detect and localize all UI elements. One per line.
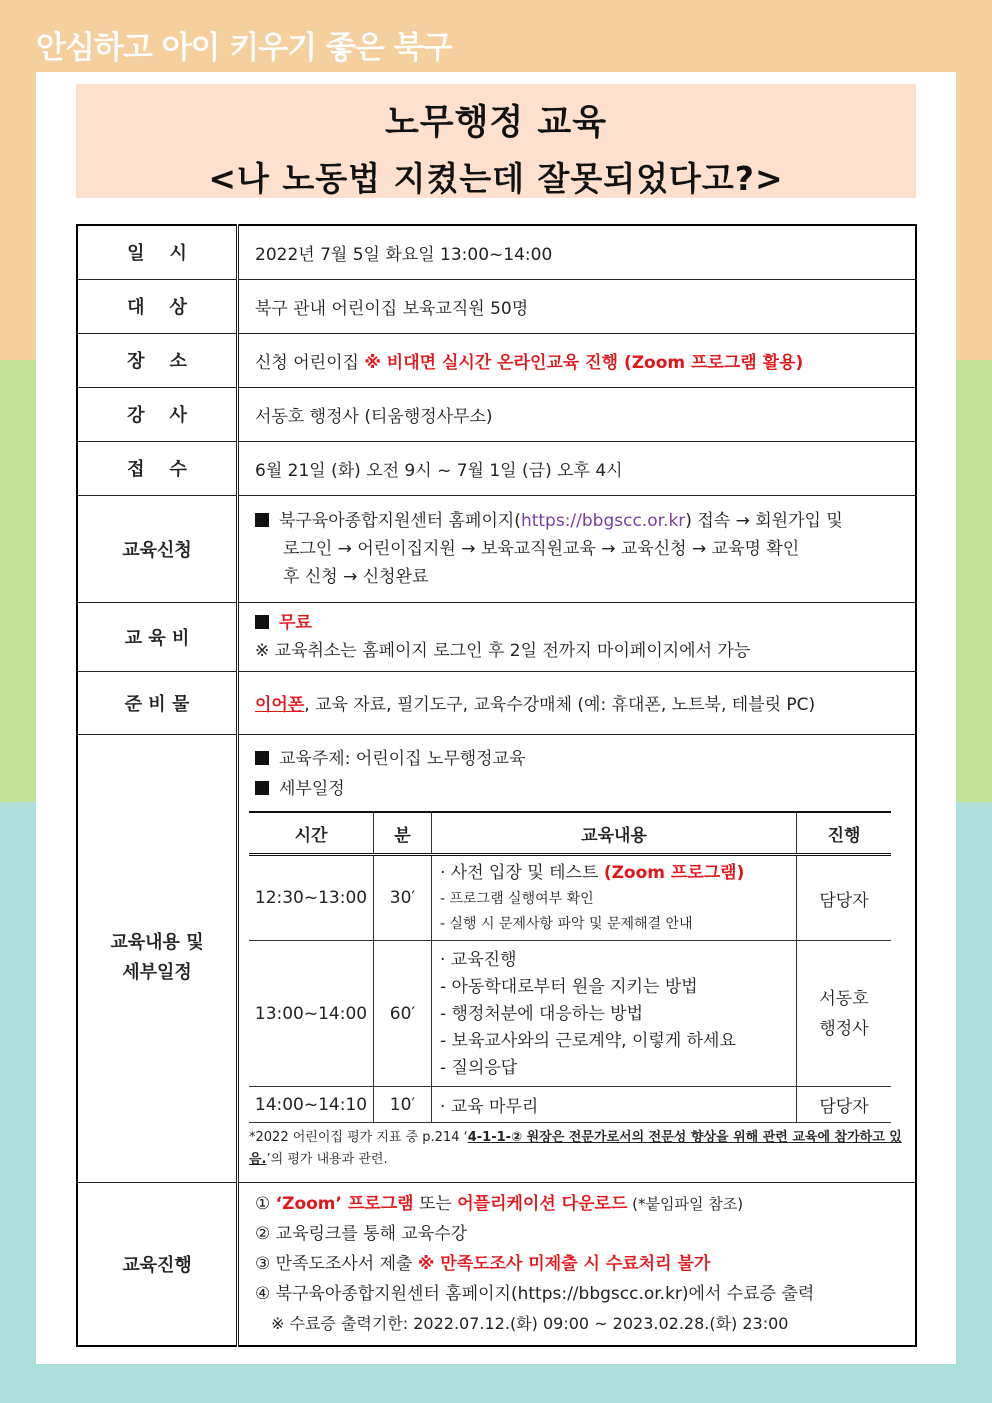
header-host: 진행 [797, 812, 892, 855]
schedule-content [432, 941, 797, 1087]
square-bullet-icon [255, 751, 269, 765]
progress-step-3 [255, 1249, 901, 1279]
schedule-row [249, 1087, 891, 1123]
label-prep: 준 비 물 [77, 671, 238, 734]
progress-step-1 [255, 1189, 901, 1219]
row-reception [77, 441, 916, 495]
value-place [238, 333, 917, 387]
schedule-detail: - 프로그램 실행여부 확인 [440, 891, 594, 907]
value-prep [238, 671, 917, 734]
schedule-row [249, 941, 891, 1087]
square-bullet-icon [255, 781, 269, 795]
schedule-detail: - 행정처분에 대응하는 방법 [440, 1003, 643, 1024]
apply-line-3: 후 신청 → 신청완료 [283, 566, 429, 587]
schedule-detail: - 실행 시 문제사항 파악 및 문제해결 안내 [440, 916, 693, 932]
schedule-host: 담당자 [797, 855, 892, 941]
step1-number: ① [255, 1193, 271, 1214]
progress-step-4: ④ 북구육아종합지원센터 홈페이지(https://bbgscc.or.kr)에서 수료증 출력 [255, 1283, 815, 1304]
step1-or: 또는 [413, 1193, 458, 1214]
schedule-main [440, 859, 795, 887]
schedule-main-text: · 사전 입장 및 테스트 [440, 863, 604, 883]
fee-free: 무료 [279, 612, 312, 633]
schedule-main-highlight: (Zoom 프로그램) [603, 863, 745, 883]
value-lecturer: 서동호 행정사 (티움행정사무소) [238, 387, 917, 441]
label-apply: 교육신청 [77, 495, 238, 602]
content-topic [249, 745, 907, 773]
label-content-line1: 교육내용 및 [110, 932, 204, 953]
schedule-header-row [249, 812, 891, 855]
label-progress: 교육진행 [77, 1182, 238, 1346]
page-title: 노무행정 교육 [384, 103, 608, 143]
content-topic-text: 교육주제: 어린이집 노무행정교육 [279, 749, 526, 769]
row-apply [77, 495, 916, 602]
evaluation-note [249, 1127, 907, 1171]
label-content [77, 734, 238, 1182]
value-reception: 6월 21일 (화) 오전 9시 ~ 7월 1일 (금) 오후 4시 [238, 441, 917, 495]
label-lecturer: 강 사 [77, 387, 238, 441]
value-date: 2022년 7월 5일 화요일 13:00~14:00 [238, 225, 917, 279]
step3-text: ③ 만족도조사서 제출 [255, 1253, 418, 1274]
header-time: 시간 [249, 812, 374, 855]
row-content [77, 734, 916, 1182]
prep-earphone: 이어폰 [255, 695, 305, 715]
note-prefix: *2022 어린이집 평가 지표 중 p.214 ‘ [249, 1130, 468, 1145]
note-suffix: ’의 평가 내용과 관련. [266, 1152, 388, 1167]
square-bullet-icon [255, 615, 269, 629]
row-fee [77, 602, 916, 671]
schedule-host-line1: 서동호 [819, 988, 869, 1009]
info-table [76, 224, 917, 1347]
schedule-main: · 교육 마무리 [432, 1087, 797, 1123]
schedule-host-line2: 행정사 [819, 1018, 869, 1039]
schedule-content [432, 855, 797, 941]
fee-line-1 [255, 609, 901, 637]
header-content: 교육내용 [432, 812, 797, 855]
value-content [238, 734, 917, 1182]
row-place [77, 333, 916, 387]
schedule-detail: - 질의응답 [440, 1057, 518, 1078]
certificate-deadline: ※ 수료증 출력기한: 2022.07.12.(화) 09:00 ~ 2023.02.28.(화) 23:00 [271, 1313, 789, 1333]
row-lecturer [77, 387, 916, 441]
step1-app: 어플리케이션 다운로드 [457, 1193, 628, 1214]
title-box [76, 84, 916, 198]
header-minutes: 분 [374, 812, 432, 855]
step1-zoom: ‘Zoom’ 프로그램 [275, 1193, 414, 1214]
apply-line-2: 로그인 → 어린이집지원 → 보육교직원교육 → 교육신청 → 교육명 확인 [283, 538, 800, 559]
apply-text-before: 북구육아종합지원센터 홈페이지( [279, 510, 521, 531]
content-schedule-title [249, 775, 907, 803]
schedule-host: 담당자 [797, 1087, 892, 1123]
schedule-main: · 교육진행 [440, 949, 517, 970]
label-fee: 교 육 비 [77, 602, 238, 671]
value-target: 북구 관내 어린이집 보육교직원 50명 [238, 279, 917, 333]
place-online-note: ※ 비대면 실시간 온라인교육 진행 (Zoom 프로그램 활용) [364, 352, 804, 373]
label-place: 장 소 [77, 333, 238, 387]
row-date [77, 225, 916, 279]
value-fee [238, 602, 917, 671]
fee-cancel-note: ※ 교육취소는 홈페이지 로그인 후 2일 전까지 마이페이지에서 가능 [255, 640, 751, 661]
prep-items: , 교육 자료, 필기도구, 교육수강매체 (예: 휴대폰, 노트북, 테블릿 PC) [304, 695, 816, 715]
apply-text-after: ) 접속 → 회원가입 및 [685, 510, 843, 531]
progress-step-2: ② 교육링크를 통해 교육수강 [255, 1223, 468, 1244]
label-date: 일 시 [77, 225, 238, 279]
square-bullet-icon [255, 513, 269, 527]
schedule-title-text: 세부일정 [279, 779, 345, 799]
apply-line-1 [255, 507, 901, 535]
schedule-time: 14:00~14:10 [249, 1087, 374, 1123]
label-target: 대 상 [77, 279, 238, 333]
homepage-link[interactable]: https://bbgscc.or.kr [520, 510, 686, 531]
step1-tail: (*붙임파일 참조) [627, 1194, 744, 1213]
page-subtitle: <나 노동법 지켰는데 잘못되었다고?> [208, 159, 784, 198]
schedule-row [249, 855, 891, 941]
schedule-minutes: 10′ [374, 1087, 432, 1123]
step3-warning: ※ 만족도조사 미제출 시 수료처리 불가 [417, 1253, 711, 1274]
schedule-time: 13:00~14:00 [249, 941, 374, 1087]
schedule-host [797, 941, 892, 1087]
schedule-minutes: 60′ [374, 941, 432, 1087]
label-content-line2: 세부일정 [122, 962, 192, 983]
schedule-time: 12:30~13:00 [249, 855, 374, 941]
row-progress [77, 1182, 916, 1346]
slogan: 안심하고 아이 키우기 좋은 북구 [36, 30, 452, 66]
row-target [77, 279, 916, 333]
note-bold: 4-1-1-② 원장은 전문가로서의 전문성 향상을 위해 관련 교육에 참가하고 있음. [249, 1130, 902, 1167]
value-progress [238, 1182, 917, 1346]
schedule-detail: - 아동학대로부터 원을 지키는 방법 [440, 976, 698, 997]
place-text: 신청 어린이집 [255, 352, 365, 373]
schedule-minutes: 30′ [374, 855, 432, 941]
row-prep [77, 671, 916, 734]
schedule-detail: - 보육교사와의 근로계약, 이렇게 하세요 [440, 1030, 736, 1051]
label-reception: 접 수 [77, 441, 238, 495]
value-apply [238, 495, 917, 602]
schedule-table [249, 811, 891, 1123]
